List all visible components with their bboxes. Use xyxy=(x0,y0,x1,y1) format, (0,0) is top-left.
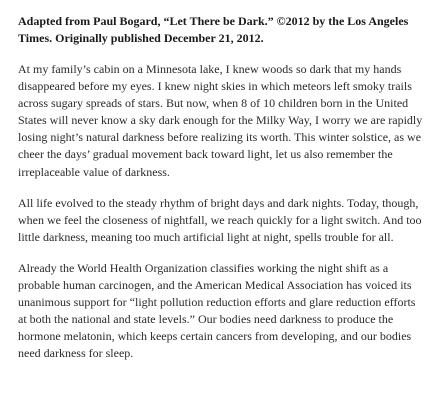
paragraph-1: At my family’s cabin on a Minnesota lake, I knew woods so dark that my hands disappeared before my eyes. I knew night skies in which meteors left smoky trails across sugary spreads of stars. But now, when 8 of 10 children born in the United States will never know a sky dark enough for the Milky Way, I worry we are rapidly losing night’s natural darkness before realizing its worth. This winter solstice, as we cheer the days’ gradual movement back toward light, let us also remember the irreplaceable value of darkness. xyxy=(18,62,423,179)
paragraph-2: All life evolved to the steady rhythm of bright days and dark nights. Today, though, when we feel the closeness of nightfall, we reach quickly for a light switch. And too little darkness, meaning too much artificial light at night, spells trouble for all. xyxy=(18,195,422,244)
paragraph-3: Already the World Health Organization classifies working the night shift as a probable human carcinogen, and the American Medical Association has voiced its unanimous support for “light pollution reduction efforts and glare reduction efforts at both the national and state levels.” Our bodies need darkness to produce the hormone melatonin, which keeps certain cancers from developing, and our bodies need darkness for sleep. xyxy=(18,260,416,361)
source-attribution: Adapted from Paul Bogard, “Let There be Dark.” ©2012 by the Los Angeles Times. Originally published December 21, 2012. xyxy=(18,14,409,45)
document-page xyxy=(18,13,424,377)
